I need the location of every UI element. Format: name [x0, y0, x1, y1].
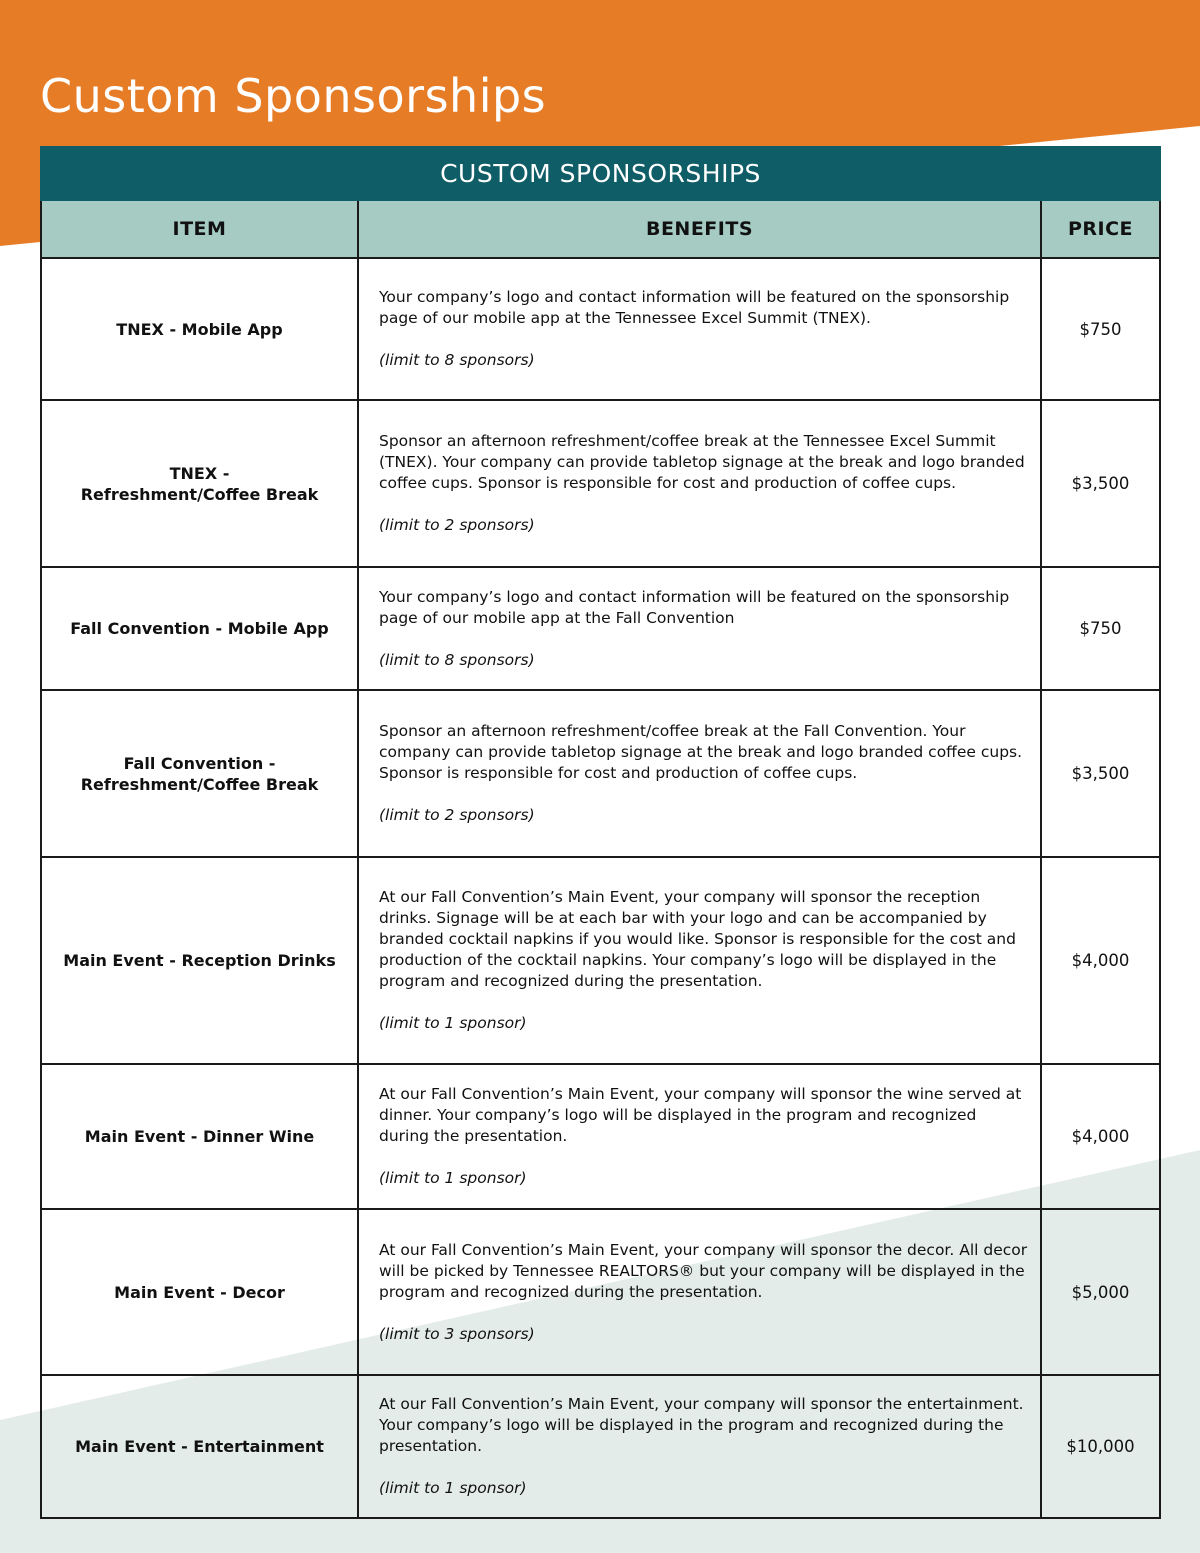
- price: $3,500: [1041, 400, 1160, 567]
- benefit-cell: [358, 400, 1041, 567]
- benefit-cell: [358, 567, 1041, 690]
- table-row: [41, 1209, 1160, 1375]
- sponsor-limit: (limit to 1 sponsor): [379, 1014, 527, 1032]
- table-row: [41, 690, 1160, 857]
- sponsor-limit: (limit to 3 sponsors): [379, 1324, 535, 1343]
- benefit-text: Sponsor an afternoon refreshment/coffee break at the Fall Convention. Your company can provide tabletop signage at the break and logo branded coffee cups. Sponsor is responsible for cost and production of coffee cups.: [379, 722, 1023, 782]
- column-header-item: ITEM: [41, 200, 358, 258]
- table-row: [41, 857, 1160, 1064]
- benefit-cell: [358, 1064, 1041, 1209]
- benefit-cell: [358, 258, 1041, 400]
- sponsor-limit: (limit to 8 sponsors): [379, 351, 535, 369]
- sponsor-limit: (limit to 2 sponsors): [379, 516, 535, 534]
- price: $4,000: [1041, 857, 1160, 1064]
- column-header-benefits: BENEFITS: [358, 200, 1041, 258]
- price: $750: [1041, 258, 1160, 400]
- benefit-text: Your company’s logo and contact information will be featured on the sponsorship page of our mobile app at the Fall Convention: [379, 587, 1010, 627]
- price: $5,000: [1041, 1209, 1160, 1375]
- sponsorship-table: [40, 146, 1161, 1519]
- item-name: Fall Convention - Refreshment/Coffee Break: [41, 690, 358, 857]
- price: $4,000: [1041, 1064, 1160, 1209]
- price: $10,000: [1041, 1375, 1160, 1518]
- table-row: [41, 567, 1160, 690]
- benefit-text: At our Fall Convention’s Main Event, your company will sponsor the entertainment. Your company’s logo will be displayed in the program and recognized during the presentation.: [379, 1395, 1024, 1455]
- item-name: Main Event - Decor: [41, 1209, 358, 1375]
- item-name: TNEX - Mobile App: [41, 258, 358, 400]
- benefit-cell: [358, 1209, 1041, 1375]
- table-row: [41, 400, 1160, 567]
- table-row: [41, 1064, 1160, 1209]
- sponsor-limit: (limit to 8 sponsors): [379, 650, 535, 669]
- benefit-text: At our Fall Convention’s Main Event, your company will sponsor the wine served at dinner. Your company’s logo will be displayed in the program and recognized during the presentation.: [379, 1085, 1022, 1145]
- sponsor-limit: (limit to 2 sponsors): [379, 806, 535, 824]
- sponsor-limit: (limit to 1 sponsor): [379, 1479, 527, 1497]
- benefit-cell: [358, 857, 1041, 1064]
- item-name: Main Event - Reception Drinks: [41, 857, 358, 1064]
- benefit-cell: [358, 690, 1041, 857]
- benefit-text: At our Fall Convention’s Main Event, your company will sponsor the reception drinks. Signage will be at each bar with your logo and can be accompanied by branded cocktail napkins if you would like. Sponsor is responsible for the cost and production of the cocktail napkins. Your company’s logo will be displayed in the program and recognized during the presentation.: [379, 888, 1016, 990]
- sponsor-limit: (limit to 1 sponsor): [379, 1169, 527, 1187]
- item-name: Main Event - Entertainment: [41, 1375, 358, 1518]
- benefit-text: Sponsor an afternoon refreshment/coffee break at the Tennessee Excel Summit (TNEX). Your company can provide tabletop signage at the break and logo branded coffee cups. Sponsor is responsible for cost and production of coffee cups.: [379, 432, 1025, 492]
- column-header-price: PRICE: [1041, 200, 1160, 258]
- item-name: Fall Convention - Mobile App: [41, 567, 358, 690]
- page-title: Custom Sponsorships: [40, 69, 547, 123]
- benefit-text: Your company’s logo and contact information will be featured on the sponsorship page of our mobile app at the Tennessee Excel Summit (TNEX).: [379, 288, 1010, 327]
- item-name: Main Event - Dinner Wine: [41, 1064, 358, 1209]
- table-row: [41, 1375, 1160, 1518]
- benefit-text: At our Fall Convention’s Main Event, your company will sponsor the decor. All decor will be picked by Tennessee REALTORS® but your company will be displayed in the program and recognized during the presentation.: [379, 1240, 1028, 1301]
- price: $750: [1041, 567, 1160, 690]
- table-banner: CUSTOM SPONSORSHIPS: [41, 147, 1160, 200]
- benefit-cell: [358, 1375, 1041, 1518]
- item-name: TNEX - Refreshment/Coffee Break: [41, 400, 358, 567]
- table-row: [41, 258, 1160, 400]
- price: $3,500: [1041, 690, 1160, 857]
